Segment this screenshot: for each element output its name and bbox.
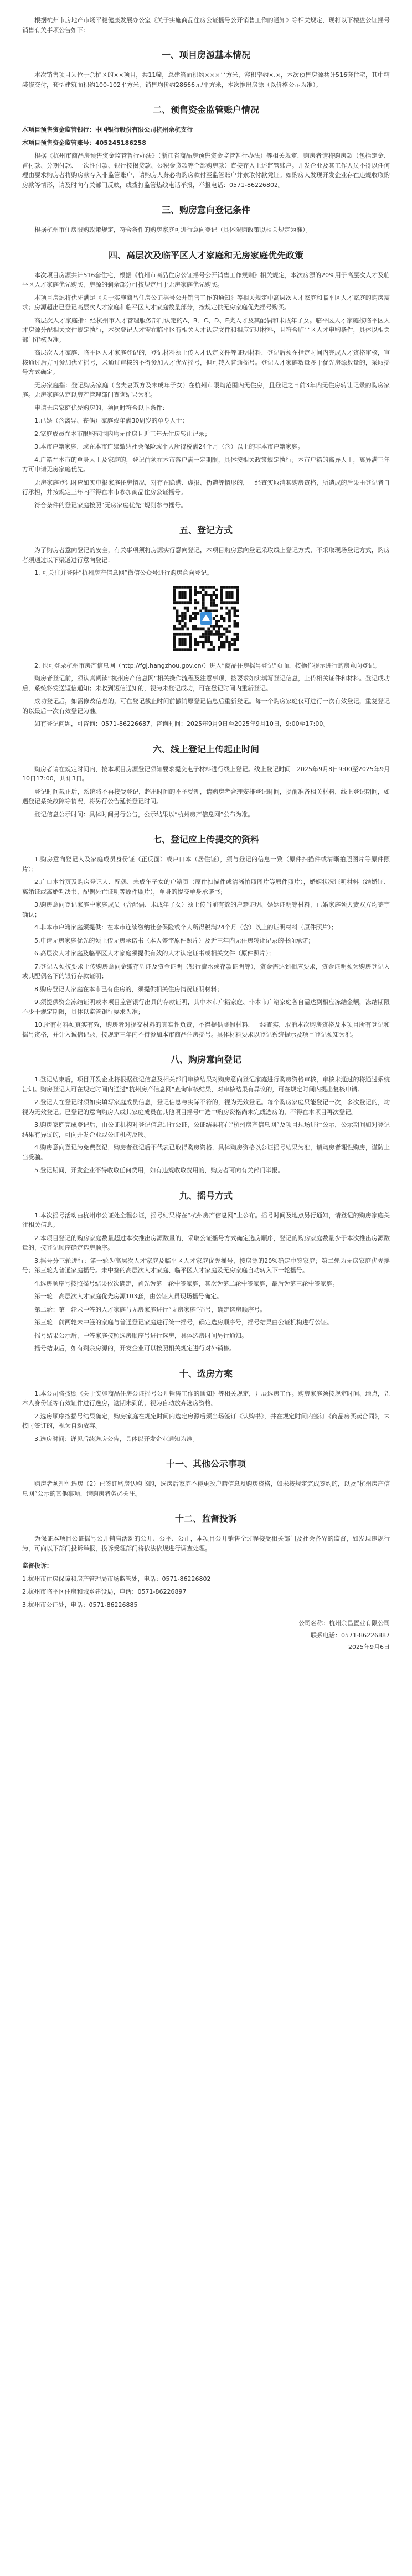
paragraph: 3.摇号分三轮进行：第一轮为高层次人才家庭及临平区人才家庭优先摇号，按房源的20%确定中签家庭；第二轮为无房家庭优先摇号；第三轮为普通家庭摇号。未中签的高层次人才家庭、临平区人才家庭及无房家庭自动转入下一轮摇号。 xyxy=(22,1257,390,1274)
paragraph: 本项目预售资金监管账号：405245186258 xyxy=(22,139,146,147)
paragraph: 2.选房顺序按摇号结果确定，购房家庭在规定时间内选定房源后须当场签订《认购书》，并在规定时间内签订《商品房买卖合同》，未按时签订的，视为自动放弃。 xyxy=(22,1412,390,1429)
paragraph: 8.购房登记人家庭在本市已有住房的，须提供相关住房情况证明材料； xyxy=(34,985,223,993)
paragraph: 2. 也可登录杭州市房产信息网（http://fgj.hangzhou.gov.cn/）进入“商品住房摇号登记”页面，按操作提示进行购房意向登记。 xyxy=(34,662,380,669)
section-title: 八、购房意向登记 xyxy=(170,1054,241,1065)
paragraph: 1.本公司将按照《关于实施商品住房公证摇号公开销售工作的通知》等相关规定，开展选房工作。购房家庭须按规定时间、地点，凭本人身份证等有效证件进行选房，逾期未到的，视为自动放弃选房资格。 xyxy=(22,1390,390,1407)
paragraph: 9.须提供资金冻结证明或本项目监管银行出具的存款证明，其中本市户籍家庭、非本市户籍家庭各自需达到相应冻结金额，冻结期限不少于规定期限，具体以监管银行要求为准； xyxy=(22,998,390,1016)
paragraph: 为保证本项目公证摇号公开销售活动的公开、公平、公正，本项目公开销售全过程接受相关部门及社会各界的监督，如发现违规行为，可向以下部门投诉举报，投诉受理部门将依法依规进行调查处理。 xyxy=(22,1535,390,1552)
paragraph: 根据《杭州市商品房预售资金监管暂行办法》（浙江省商品房预售资金监管暂行办法）等相关规定，购房者请将购房款（包括定金、首付款、分期付款、一次性付款、银行按揭贷款、公积金贷款等全部购房款）直接存入上述监管账户。开发企业及其工作人员不得以任何理由要求购房者将购房款存入非监管账户，请购房人务必将购房款付至监管账户并索取付款凭证。如购房人发现开发企业存在违规收取购房款等情形，请及时向有关部门反映，或拨打监管热线电话举报，举报电话：0571-86226802。 xyxy=(22,152,390,189)
paragraph: 4.户籍在本市的单身人士及家庭的，登记前须在本市落户满一定期限，具体按相关政策规定执行；本市户籍的离异人士，离异满三年方可申请无房家庭优先。 xyxy=(22,456,390,473)
section-title: 六、线上登记上传起止时间 xyxy=(152,743,259,754)
paragraph: 无房家庭指：登记购房家庭（含夫妻双方及未成年子女）在杭州市限购范围内无住房，且登记之日前3年内无住房转让记录的购房家庭。无房家庭认定以房产管理部门查询结果为准。 xyxy=(22,381,390,398)
paragraph: 3.购房意向登记家庭中家庭成员（含配偶、未成年子女）须上传当前有效的户籍证明、婚姻证明等材料，已婚家庭须夫妻双方均签字确认； xyxy=(22,901,390,918)
section-title: 十、选房方案 xyxy=(179,1368,233,1379)
contact-line: 1.杭州市住房保障和房产管理局市场监管处，电话：0571-86226802 xyxy=(22,1575,211,1583)
paragraph: 申请无房家庭优先购房的，须同时符合以下条件： xyxy=(34,404,168,412)
paragraph: 1.已婚（含离异、丧偶）家庭或年满30周岁的单身人士； xyxy=(34,417,188,424)
contact-line: 2.杭州市临平区住房和城乡建设局，电话：0571-86226897 xyxy=(22,1588,187,1595)
paragraph: 10.所有材料须真实有效，购房者对提交材料的真实性负责，不得提供虚假材料，一经查实，取消本次购房资格及本项目所有登记和摇号资格，并计入诚信记录，按规定三年内不得参加本市商品住房摇号。具体材料要求以登记系统提示及项目登记须知为准。 xyxy=(22,1021,390,1038)
qr-code-container xyxy=(22,586,390,651)
section-title: 一、项目房源基本情况 xyxy=(161,50,250,60)
paragraph: 1. 可关注并登陆“杭州房产信息网”微信公众号进行购房意向登记。 xyxy=(34,569,213,576)
section-title: 五、登记方式 xyxy=(179,525,233,535)
paragraph: 4.选房顺序号按照摇号结果依次确定，首先为第一轮中签家庭，其次为第二轮中签家庭，最后为第三轮中签家庭。 xyxy=(34,1279,339,1287)
paragraph: 摇号结束后，如有剩余房源的，开发企业可以按照相关规定进行对外销售。 xyxy=(34,1345,235,1352)
section-title: 九、摇号方式 xyxy=(179,1190,233,1201)
section-title: 十一、其他公示事项 xyxy=(166,1459,246,1469)
contact-line: 3.杭州市公证处，电话：0571-86226885 xyxy=(22,1601,138,1609)
paragraph: 无房家庭登记时应如实申报家庭住房情况，对存在隐瞒、虚报、伪造等情形的，一经查实取消其购房资格，所造成的后果由登记者自行承担，并按规定三年内不得在本市参加商品住房公证摇号。 xyxy=(22,478,390,496)
contact-title: 监督投诉： xyxy=(22,1562,53,1569)
signature-line: 2025年9月6日 xyxy=(348,1643,390,1651)
section-title: 十二、监督投诉 xyxy=(174,1513,237,1524)
paragraph: 登记信息公示时间：具体时间另行公告，公示结果以“杭州房产信息网”公布为准。 xyxy=(34,810,254,818)
paragraph: 购房者须理性选房（2）已签订购房认购书的，选房后家庭不得更改户籍信息及购房资格，如未按规定完成签约的，以及“杭州房产信息网”公示的其他事项，请购房者务必关注。 xyxy=(22,1480,390,1497)
paragraph: 为了购房者意向登记的安全，有关事项须将房源实行意向登记，本项目购房意向登记采取线上登记方式，不采取现场登记方式，购房者须通过以下渠道进行意向登记： xyxy=(22,547,390,564)
paragraph: 1.购房意向登记人及家庭成员身份证（正反面）或户口本（居住证），须与登记的信息一致（原件扫描件或清晰拍照图片等原件照片）； xyxy=(22,856,390,873)
paragraph: 5.申请无房家庭优先的须上传无房承诺书（本人签字原件照片）及近三年内无住房转让记录的书面承诺； xyxy=(34,936,315,944)
paragraph: 2.本项目登记的购房家庭数量超过本次推出房源数量的，采取公证摇号方式确定选房顺序，登记的购房家庭数量少于本次推出房源数量的，按登记顺序确定选房顺序。 xyxy=(22,1234,390,1251)
paragraph: 2.登记人在登记时须如实填写家庭成员信息，登记信息与实际不符的，视为无效登记。每个购房家庭只能登记一次，多次登记的，均视为无效登记。已登记的意向购房人或其家庭成员在其他项目摇号中选中购房资格尚未完成选房的，不得在本项目再次登记。 xyxy=(22,1099,390,1116)
paragraph: 高层次人才家庭指：经杭州市人才管理服务部门认定的A、B、C、D、E类人才及其配偶和未成年子女。临平区人才家庭按临平区人才房源分配相关文件规定执行，本次登记人才需在临平区有相关人才认定文件和相应证明材料，且符合临平区人才申购条件，具体以相关部门审核为准。 xyxy=(22,316,390,344)
paragraph: 2.户口本首页及购房登记人、配偶、未成年子女的户籍页（原件扫描件或清晰拍照图片等原件照片），婚姻状况证明材料（结婚证、离婚证或离婚判决书、配偶死亡证明等原件照片），单身的提交单身承诺书； xyxy=(22,878,390,896)
paragraph: 第二轮：第一轮未中签的人才家庭与无房家庭进行“无房家庭”摇号，确定选房顺序号。 xyxy=(34,1305,266,1313)
intro-paragraph: 根据杭州市房地产市场平稳健康发展办公室《关于实施商品住房公证摇号公开销售工作的通知》等相关规定，现将以下楼盘公证摇号销售有关事项公告如下： xyxy=(22,17,390,34)
section-title: 四、高层次及临平区人才家庭和无房家庭优先政策 xyxy=(108,249,303,261)
paragraph: 3.购房家庭完成登记后，由公证机构对登记信息进行公证，公证结果将在“杭州房产信息网”及项目现场进行公示，公示期间如对登记结果有异议的，可向开发企业或公证机构反映。 xyxy=(22,1121,390,1138)
paragraph: 根据杭州市住房限购政策规定，符合条件的购房家庭可进行意向登记（具体限购政策以相关规定为准）。 xyxy=(34,226,312,233)
paragraph: 1.登记结束后，项目开发企业将根据登记信息及相关部门审核结果对购房意向登记家庭进行购房资格审核，审核未通过的将通过系统告知。购房登记人可在规定时间内通过“杭州房产信息网”查询审核结果，对审核结果有异议的，可在规定时间内提出复核申请。 xyxy=(22,1076,390,1093)
paragraph: 4.非本市户籍家庭须提供：在本市连续缴纳社会保险或个人所得税满24个月（含）以上的证明材料（原件照片）； xyxy=(34,924,337,931)
signature-line: 联系电话：0571-86226887 xyxy=(311,1631,390,1639)
paragraph: 成功登记后，如需修改信息的，可在登记截止时间前撤销原登记信息后重新登记。每一个购房家庭仅可进行一次有效登记，重复登记的以最后一次有效登记为准。 xyxy=(22,698,390,715)
section-title: 七、登记应上传提交的资料 xyxy=(152,834,259,845)
paragraph: 登记时间截止后，系统将不再接受登记，超出时间的不予受理，请购房者合理安排登记时间，提前准备相关材料，线上登记期间，如遇登记系统故障等情况，将另行公告延长登记时间。 xyxy=(22,788,390,805)
paragraph: 本项目预售资金监管银行：中国银行股份有限公司杭州余杭支行 xyxy=(22,126,193,133)
paragraph: 购房者请在规定时间内，按本项目房源登记须知要求提交电子材料进行线上登记。线上登记时间：2025年9月8日9:00至2025年9月10日17:00，共计3日。 xyxy=(22,765,390,782)
section-title: 三、购房意向登记条件 xyxy=(161,205,250,215)
paragraph: 5.登记期间，开发企业不得收取任何费用，如有违规收取费用的，购房者可向有关部门举报。 xyxy=(34,1167,284,1174)
announcement-body xyxy=(22,49,390,1652)
paragraph: 摇号结果公示后，中签家庭按照选房顺序号进行选房，具体选房时间另行通知。 xyxy=(34,1331,248,1339)
paragraph: 3.本市户籍家庭，或在本市连续缴纳社会保险或个人所得税满24个月（含）以上的非本市户籍家庭。 xyxy=(34,443,304,450)
paragraph: 本项目房源将优先满足《关于实施商品住房公证摇号公开销售工作的通知》等相关规定中高层次人才家庭和临平区人才家庭的购房需求；房源超出已登记高层次人才家庭和临平区人才家庭数量部分，按规定供无房家庭优先摇号购买。 xyxy=(22,294,390,311)
qr-code-icon xyxy=(173,586,239,651)
paragraph: 第三轮：前两轮未中签的家庭与普通登记家庭进行统一摇号，确定选房顺序号，摇号结果由公证机构进行公证。 xyxy=(34,1319,333,1326)
paragraph: 本次项目房源共计516套住宅，根据《杭州市商品住房公证摇号公开销售工作规则》相关规定，本次房源的20%用于高层次人才及临平区人才家庭优先购买，房源的剩余部分可按规定用于无房家庭优先购买。 xyxy=(22,271,390,288)
paragraph: 高层次人才家庭、临平区人才家庭登记的，登记材料须上传人才认定文件等证明材料，登记后须在指定时间内完成人才资格审核，审核通过后方可参加优先摇号，未通过审核的不得参加人才优先摇号，但可转入普通摇号。登记人才家庭数量多于优先房源数量的，采取摇号方式确定。 xyxy=(22,349,390,376)
section-title: 二、预售资金监管账户情况 xyxy=(152,105,259,115)
paragraph: 第一轮：高层次人才家庭优先房源103套，由公证人员现场摇号确定。 xyxy=(34,1293,223,1300)
paragraph: 2.家庭成员在本市限购范围内均无住房且近三年无住房转让记录； xyxy=(34,430,211,438)
paragraph: 7.登记人须按要求上传购房意向金缴存凭证及资金证明（银行流水或存款证明等），资金需达到相应要求，资金证明须为购房登记人或其配偶名下的银行存款证明； xyxy=(22,962,390,980)
paragraph: 购房者登记前，须认真阅读“杭州房产信息网”相关操作流程及注意事项，按要求如实填写登记信息，上传相关证件和材料。登记成功后，系统将发送短信通知；未收到短信通知的，视为未登记成功，可在登记时间内重新登记。 xyxy=(22,675,390,692)
paragraph: 3.选房时间：详见后续选房公告，具体以开发企业通知为准。 xyxy=(34,1435,199,1443)
paragraph: 符合条件的登记家庭按照“无房家庭优先”规则参与摇号。 xyxy=(34,501,187,509)
spacer xyxy=(22,1613,390,1619)
paragraph: 1.本次摇号活动由杭州市公证处全程公证，摇号结果将在“杭州房产信息网”上公布。摇号时间及地点另行通知，请登记的购房家庭关注相关信息。 xyxy=(22,1211,390,1229)
paragraph: 4.购房意向登记为免费登记，购房者登记后不代表已取得购房资格，具体购房资格以公证摇号结果为准，请购房者理性购房，谨防上当受骗。 xyxy=(22,1144,390,1161)
paragraph: 如有登记问题，可咨询：0571-86226687，咨询时间：2025年9月9日至2025年9月10日，9:00至17:00。 xyxy=(34,720,329,727)
signature-line: 公司名称：杭州余昌置业有限公司 xyxy=(298,1620,390,1627)
paragraph: 6.高层次人才家庭及临平区人才家庭须提供有效的人才认定证书或相关文件（原件照片）； xyxy=(34,950,275,957)
paragraph: 本次销售项目为位于余杭区的××项目，共11幢，总建筑面积约×××平方米，容积率约×.×，本次预售房源共计516套住宅，其中精装修交付，套型建筑面积约100-102平方米，销售均价约28666元/平方米，本次推出房源（以价格公示为准）。 xyxy=(22,71,390,89)
